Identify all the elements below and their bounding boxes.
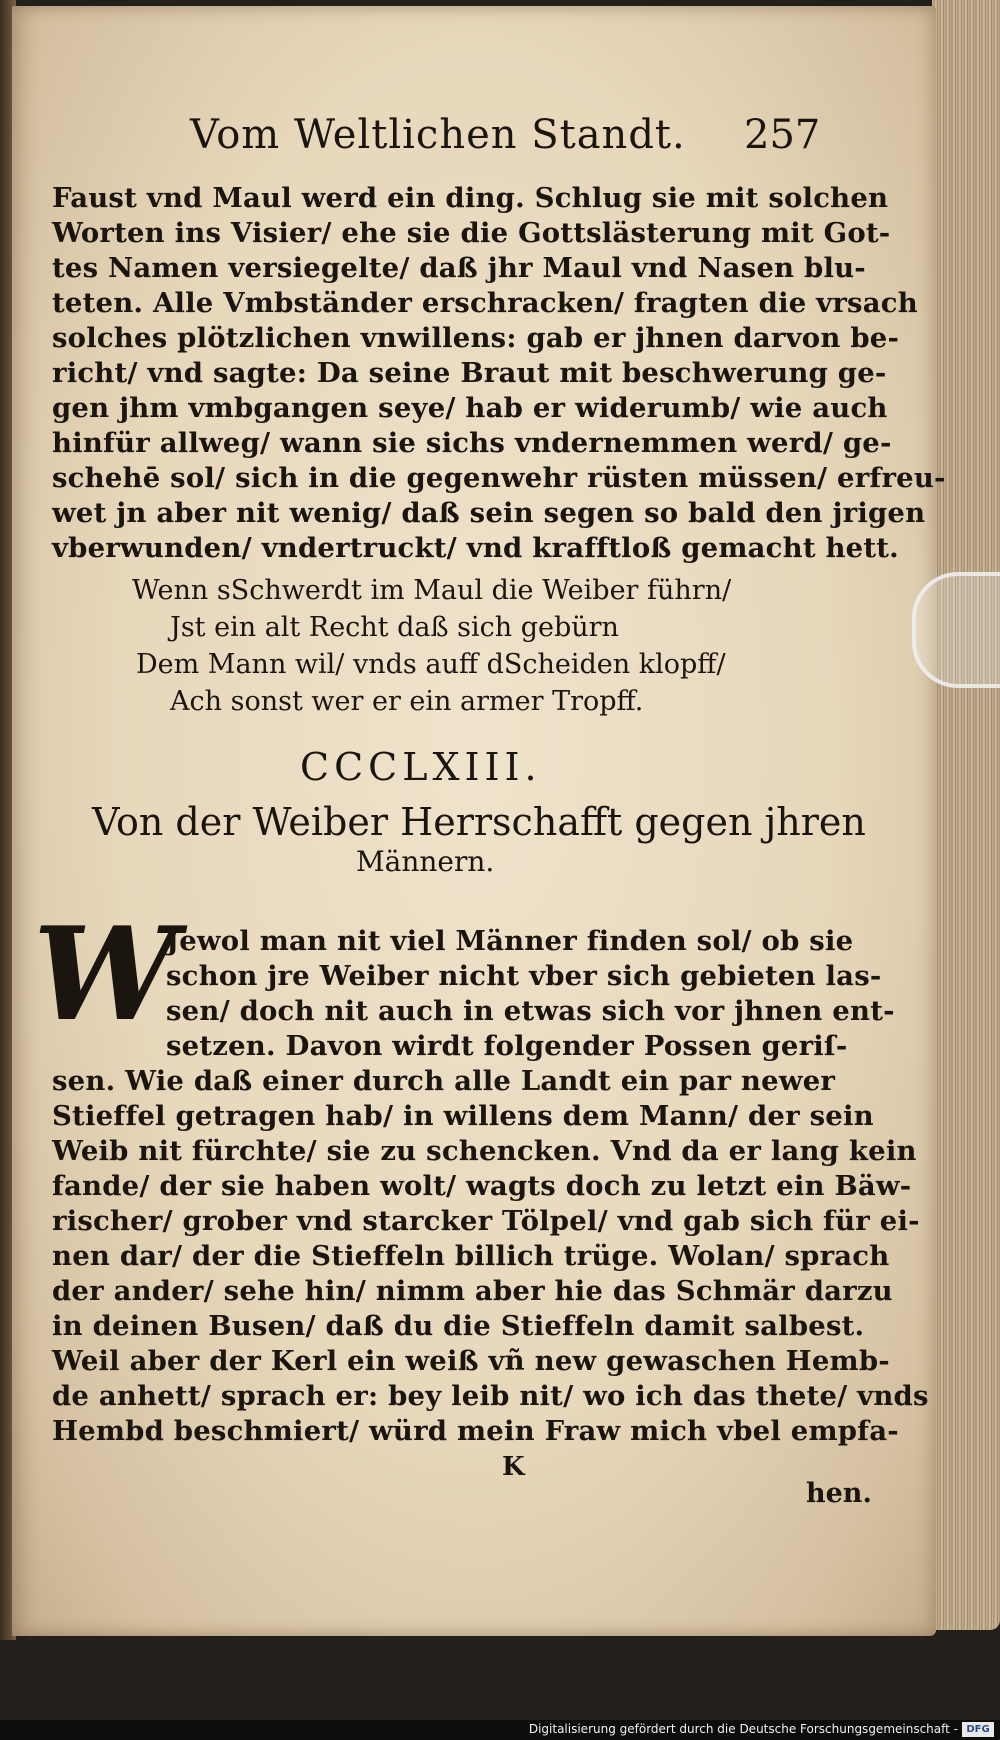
- body-line: sen. Wie daß einer durch alle Landt ein par newer: [52, 1065, 836, 1097]
- body-line: hinfür allweg/ wann sie sichs vndernemmen werd/ ge-: [52, 427, 892, 459]
- body-line: solches plötzlichen vnwillens: gab er jhnen darvon be-: [52, 322, 900, 354]
- verse-line: Wenn sSchwerdt im Maul die Weiber führn/: [132, 575, 732, 606]
- body-line: vberwunden/ vndertruckt/ vnd krafftloß gemacht hett.: [52, 532, 899, 564]
- body-line: gen jhm vmbgangen seye/ hab er widerumb/ wie auch: [52, 392, 888, 424]
- indented-line: sen/ doch nit auch in etwas sich vor jhnen ent-: [166, 995, 895, 1027]
- page-number: 257: [744, 112, 821, 158]
- indented-line: setzen. Davon wirdt folgender Possen geriſ-: [166, 1030, 848, 1062]
- body-line: Faust vnd Maul werd ein ding. Schlug sie mit solchen: [52, 182, 889, 214]
- body-line: de anhett/ sprach er: bey leib nit/ wo ich das thete/ vnds: [52, 1380, 929, 1412]
- body-line: der ander/ sehe hin/ nimm aber hie das Schmär darzu: [52, 1275, 893, 1307]
- signature-mark: K: [502, 1452, 525, 1482]
- section-number: CCCLXIII.: [300, 745, 542, 789]
- body-line: Weib nit fürchte/ sie zu schencken. Vnd da er lang kein: [52, 1135, 917, 1167]
- body-line: schehē sol/ sich in die gegenwehr rüsten müssen/ erfreu-: [52, 462, 946, 494]
- body-line: richt/ vnd sagte: Da seine Braut mit beschwerung ge-: [52, 357, 887, 389]
- catchword: hen.: [806, 1478, 872, 1509]
- body-line: rischer/ grober vnd starcker Tölpel/ vnd gab sich für ei-: [52, 1205, 920, 1237]
- paper-clip: [912, 572, 1000, 688]
- body-line: Hembd beschmiert/ würd mein Fraw mich vbel empfa-: [52, 1415, 899, 1447]
- verse-line: Dem Mann wil/ vnds auff dScheiden klopff/: [136, 649, 726, 680]
- body-line: in deinen Busen/ daß du die Stieffeln damit salbest.: [52, 1310, 865, 1342]
- body-line: Worten ins Visier/ ehe sie die Gottslästerung mit Got-: [52, 217, 891, 249]
- body-line: teten. Alle Vmbständer erschracken/ fragten die vrsach: [52, 287, 918, 319]
- decorated-initial: W: [33, 900, 177, 1050]
- verse-line: Ach sonst wer er ein armer Tropff.: [170, 686, 644, 717]
- body-line: Stieffel getragen hab/ in willens dem Mann/ der sein: [52, 1100, 874, 1132]
- body-line: Weil aber der Kerl ein weiß vñ new gewaschen Hemb-: [52, 1345, 890, 1377]
- body-line: nen dar/ der die Stieffeln billich trüge. Wolan/ sprach: [52, 1240, 890, 1272]
- page-edges: [932, 0, 1000, 1630]
- indented-line: Jewol man nit viel Männer finden sol/ ob sie: [166, 925, 854, 957]
- running-head: Vom Weltlichen Standt.: [190, 112, 686, 158]
- body-line: fande/ der sie haben wolt/ wagts doch zu letzt ein Bäw-: [52, 1170, 912, 1202]
- dfg-logo: DFG: [962, 1722, 994, 1737]
- body-line: tes Namen versiegelte/ daß jhr Maul vnd Nasen blu-: [52, 252, 866, 284]
- verse-line: Jst ein alt Recht daß sich gebürn: [170, 612, 619, 643]
- footer-credit: Digitalisierung gefördert durch die Deutsche Forschungsgemeinschaft -: [528, 1722, 958, 1736]
- body-line: wet jn aber nit wenig/ daß sein segen so bald den jrigen: [52, 497, 926, 529]
- section-title: Von der Weiber Herrschafft gegen jhren: [92, 800, 866, 844]
- section-title-continued: Männern.: [356, 845, 495, 878]
- indented-line: schon jre Weiber nicht vber sich gebieten las-: [166, 960, 882, 992]
